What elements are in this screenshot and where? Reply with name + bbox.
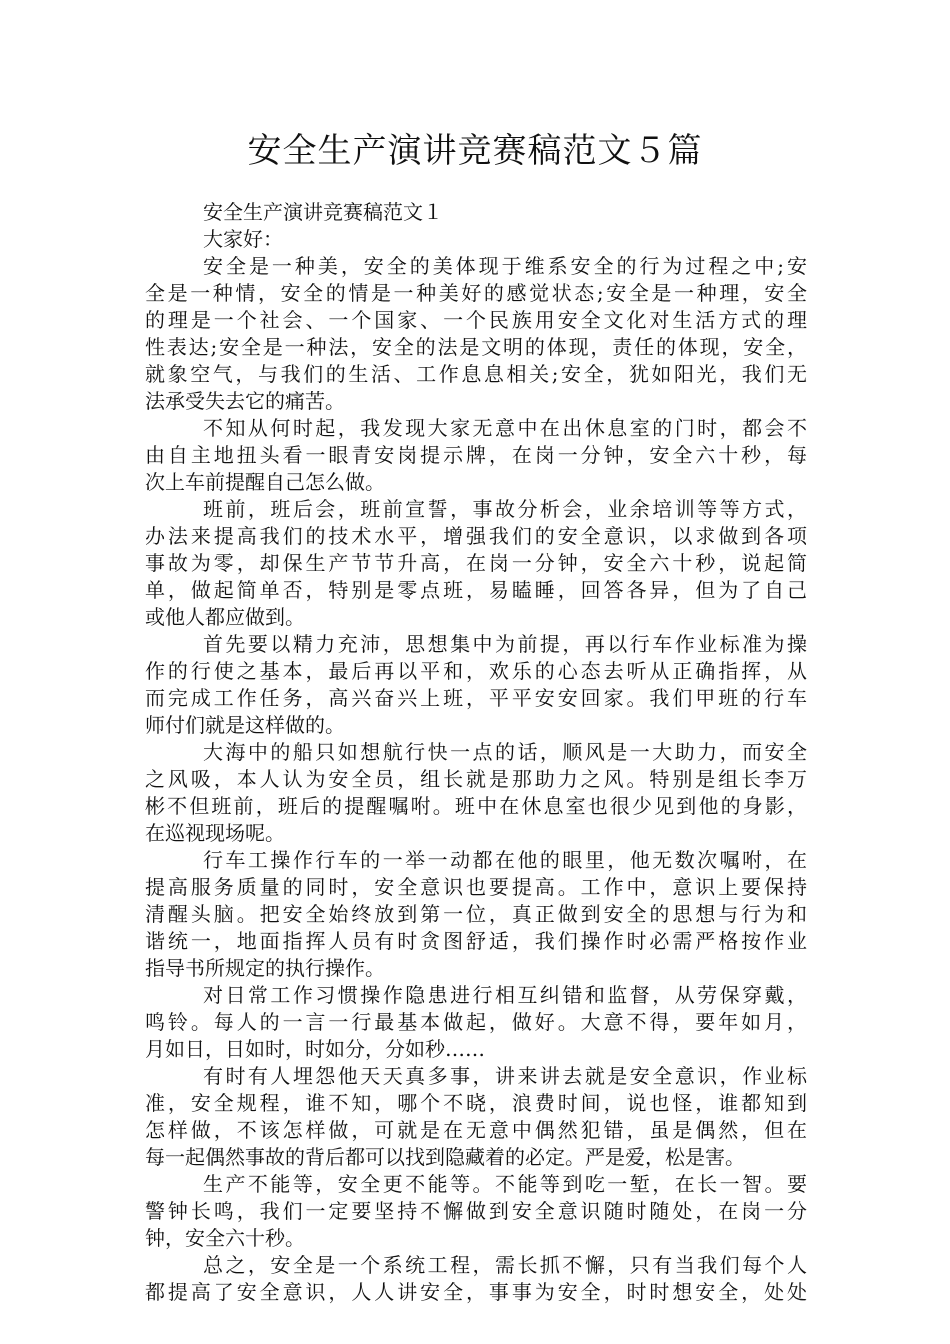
paragraph-line: 都提高了安全意识，人人讲安全，事事为安全，时时想安全，处处: [145, 1280, 807, 1304]
paragraph-line: 性表达;安全是一种法，安全的法是文明的体现，责任的体现，安全，: [145, 335, 807, 359]
paragraph-line: 钟，安全六十秒。: [145, 1226, 305, 1250]
paragraph: [145, 253, 807, 415]
paragraph: [145, 631, 807, 739]
paragraph-line: 对日常工作习惯操作隐患进行相互纠错和监督，从劳保穿戴，: [203, 983, 807, 1007]
paragraph-line: 在巡视现场呢。: [145, 821, 285, 845]
paragraph-line: 行车工操作行车的一举一动都在他的眼里，他无数次嘱咐，在: [203, 848, 807, 872]
greeting: 大家好：: [203, 227, 283, 251]
section-heading: 安全生产演讲竞赛稿范文１: [203, 200, 443, 224]
paragraph: [145, 982, 807, 1063]
paragraph-line: 总之，安全是一个系统工程，需长抓不懈，只有当我们每个人: [203, 1253, 807, 1277]
paragraph-line: 警钟长鸣，我们一定要坚持不懈做到安全意识随时随处，在岗一分: [145, 1199, 807, 1223]
paragraph-line: 彬不但班前，班后的提醒嘱咐。班中在休息室也很少见到他的身影，: [145, 794, 807, 818]
paragraph-line: 而完成工作任务，高兴奋兴上班，平平安安回家。我们甲班的行车: [145, 686, 807, 710]
paragraph-line: 作的行使之基本，最后再以平和，欢乐的心态去听从正确指挥，从: [145, 659, 807, 683]
paragraph: [145, 739, 807, 847]
paragraph-line: 全是一种情，安全的情是一种美好的感觉状态;安全是一种理，安全: [145, 281, 807, 305]
paragraph-line: 生产不能等，安全更不能等。不能等到吃一堑，在长一智。要: [203, 1172, 807, 1196]
paragraph-line: 指导书所规定的执行操作。: [145, 956, 385, 980]
paragraph-line: 之风吸，本人认为安全员，组长就是那助力之风。特别是组长李万: [145, 767, 807, 791]
paragraph-line: 清醒头脑。把安全始终放到第一位，真正做到安全的思想与行为和: [145, 902, 807, 926]
paragraph: [145, 1171, 807, 1252]
paragraphs: [145, 253, 807, 1306]
paragraph-line: 师付们就是这样做的。: [145, 713, 345, 737]
paragraph-line: 每一起偶然事故的背后都可以找到隐藏着的必定。严是爱，松是害。: [145, 1145, 745, 1169]
paragraph: [145, 847, 807, 982]
paragraph-line: 大海中的船只如想航行快一点的话，顺风是一大助力，而安全: [203, 740, 807, 764]
paragraph-line: 不知从何时起，我发现大家无意中在出休息室的门时，都会不: [203, 416, 807, 440]
paragraph-line: 办法来提高我们的技术水平，增强我们的安全意识，以求做到各项: [145, 524, 807, 548]
paragraph: [145, 1063, 807, 1171]
paragraph-line: 准，安全规程，谁不知，哪个不晓，浪费时间，说也怪，谁都知到: [145, 1091, 807, 1115]
paragraph: [145, 1252, 807, 1306]
paragraph-line: 事故为零，却保生产节节升高，在岗一分钟，安全六十秒，说起简: [145, 551, 807, 575]
paragraph-line: 或他人都应做到。: [145, 605, 305, 629]
paragraph: [145, 496, 807, 631]
document-title: 安全生产演讲竞赛稿范文５篇: [247, 131, 703, 171]
paragraph-line: 次上车前提醒自己怎么做。: [145, 470, 385, 494]
paragraph-line: 怎样做，不该怎样做，可就是在无意中偶然犯错，虽是偶然，但在: [145, 1118, 807, 1142]
paragraph-line: 就象空气，与我们的生活、工作息息相关;安全，犹如阳光，我们无: [145, 362, 807, 386]
paragraph-line: 法承受失去它的痛苦。: [145, 389, 345, 413]
paragraph-line: 单，做起简单否，特别是零点班，易瞌睡，回答各异，但为了自己: [145, 578, 807, 602]
paragraph-line: 安全是一种美，安全的美体现于维系安全的行为过程之中;安: [203, 254, 807, 278]
document-body: [145, 199, 807, 1306]
paragraph-line: 由自主地扭头看一眼青安岗提示牌，在岗一分钟，安全六十秒，每: [145, 443, 807, 467]
paragraph-line: 首先要以精力充沛，思想集中为前提，再以行车作业标准为操: [203, 632, 807, 656]
paragraph-line: 谐统一，地面指挥人员有时贪图舒适，我们操作时必需严格按作业: [145, 929, 807, 953]
paragraph: [145, 415, 807, 496]
paragraph-line: 提高服务质量的同时，安全意识也要提高。工作中，意识上要保持: [145, 875, 807, 899]
paragraph-line: 的理是一个社会、一个国家、一个民族用安全文化对生活方式的理: [145, 308, 807, 332]
paragraph-line: 有时有人埋怨他天天真多事，讲来讲去就是安全意识，作业标: [203, 1064, 807, 1088]
paragraph-line: 鸣铃。每人的一言一行最基本做起，做好。大意不得，要年如月，: [145, 1010, 807, 1034]
paragraph-line: 班前，班后会，班前宣誓，事故分析会，业余培训等等方式，: [203, 497, 807, 521]
paragraph-line: 月如日，日如时，时如分，分如秒……: [145, 1037, 485, 1061]
